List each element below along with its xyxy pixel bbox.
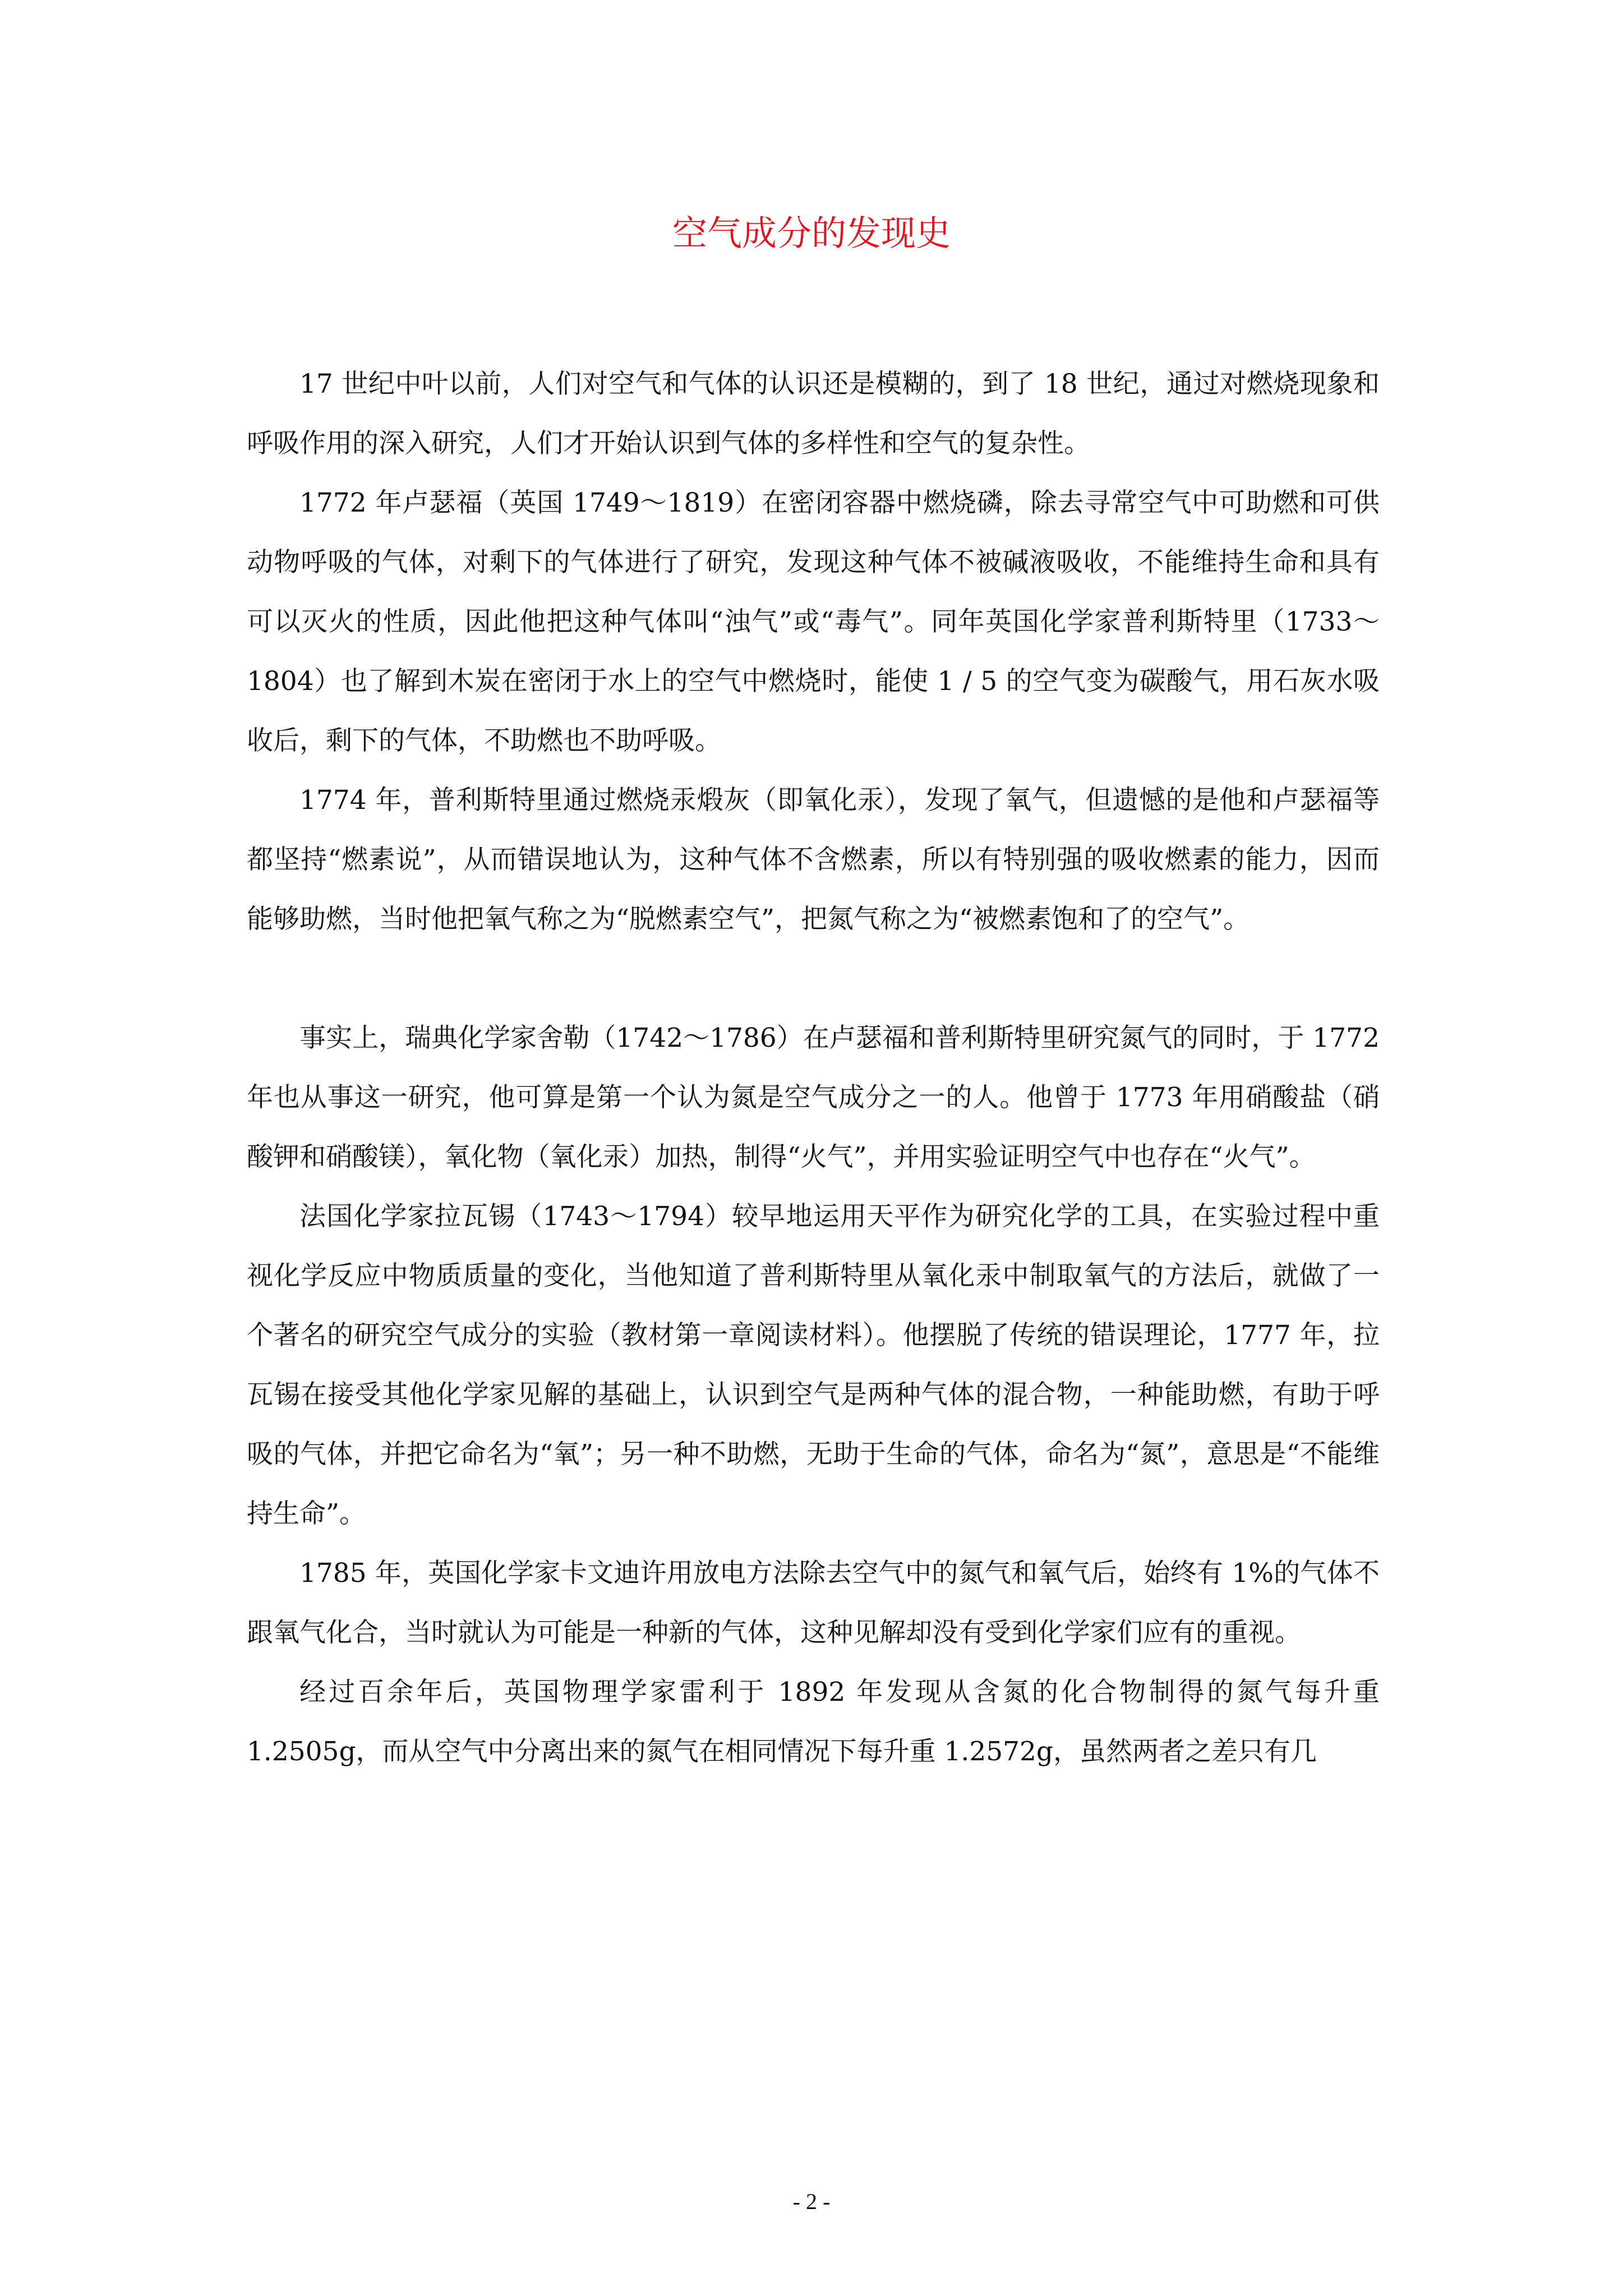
paragraph-priestley: 1774 年，普利斯特里通过燃烧汞煅灰（即氧化汞），发现了氧气，但遗憾的是他和卢瑟福等都坚持“燃素说”，从而错误地认为，这种气体不含燃素，所以有特别强的吸收燃素的能力，因而能够助燃，当时他把氧气称之为“脱燃素空气”，把氮气称之为“被燃素饱和了的空气”。: [247, 785, 1380, 935]
paragraph-rutherford: 1772 年卢瑟福（英国 1749～1819）在密闭容器中燃烧磷，除去寻常空气中可助燃和可供动物呼吸的气体，对剩下的气体进行了研究，发现这种气体不被碱液吸收，不能维持生命和具有可以灭火的性质，因此他把这种气体叫“浊气”或“毒气”。同年英国化学家普利斯特里（1733～1804）也了解到木炭在密闭于水上的空气中燃烧时，能使 1 / 5 的空气变为碳酸气，用石灰水吸收后，剩下的气体，不助燃也不助呼吸。: [247, 487, 1380, 756]
paragraph-lavoisier: 法国化学家拉瓦锡（1743～1794）较早地运用天平作为研究化学的工具，在实验过程中重视化学反应中物质质量的变化，当他知道了普利斯特里从氧化汞中制取氧气的方法后，就做了一个著名的研究空气成分的实验（教材第一章阅读材料）。他摆脱了传统的错误理论，1777 年，拉瓦锡在接受其他化学家见解的基础上，认识到空气是两种气体的混合物，一种能助燃，有助于呼吸的气体，并把它命名为“氧”；另一种不助燃，无助于生命的气体，命名为“氮”，意思是“不能维持生命”。: [247, 1201, 1380, 1529]
document-title: 空气成分的发现史: [672, 213, 951, 254]
paragraph-cavendish: 1785 年，英国化学家卡文迪许用放电方法除去空气中的氮气和氧气后，始终有 1%的气体不跟氧气化合，当时就认为可能是一种新的气体，这种见解却没有受到化学家们应有的重视。: [247, 1558, 1380, 1648]
paragraph-gap: [247, 949, 1380, 1009]
paragraph-scheele: 事实上，瑞典化学家舍勒（1742～1786）在卢瑟福和普利斯特里研究氮气的同时，于 1772 年也从事这一研究，他可算是第一个认为氮是空气成分之一的人。他曾于 1773 年用硝酸盐（硝酸钾和硝酸镁），氧化物（氧化汞）加热，制得“火气”，并用实验证明空气中也存在“火气”。: [247, 1023, 1380, 1172]
paragraph-rayleigh: 经过百余年后，英国物理学家雷利于 1892 年发现从含氮的化合物制得的氮气每升重 1.2505g，而从空气中分离出来的氮气在相同情况下每升重 1.2572g，虽然两者之差只有几: [247, 1677, 1380, 1767]
page-number: - 2 -: [792, 2189, 831, 2214]
article-body: [247, 355, 1380, 1782]
paragraph-intro: 17 世纪中叶以前，人们对空气和气体的认识还是模糊的，到了 18 世纪，通过对燃烧现象和呼吸作用的深入研究，人们才开始认识到气体的多样性和空气的复杂性。: [247, 369, 1380, 459]
